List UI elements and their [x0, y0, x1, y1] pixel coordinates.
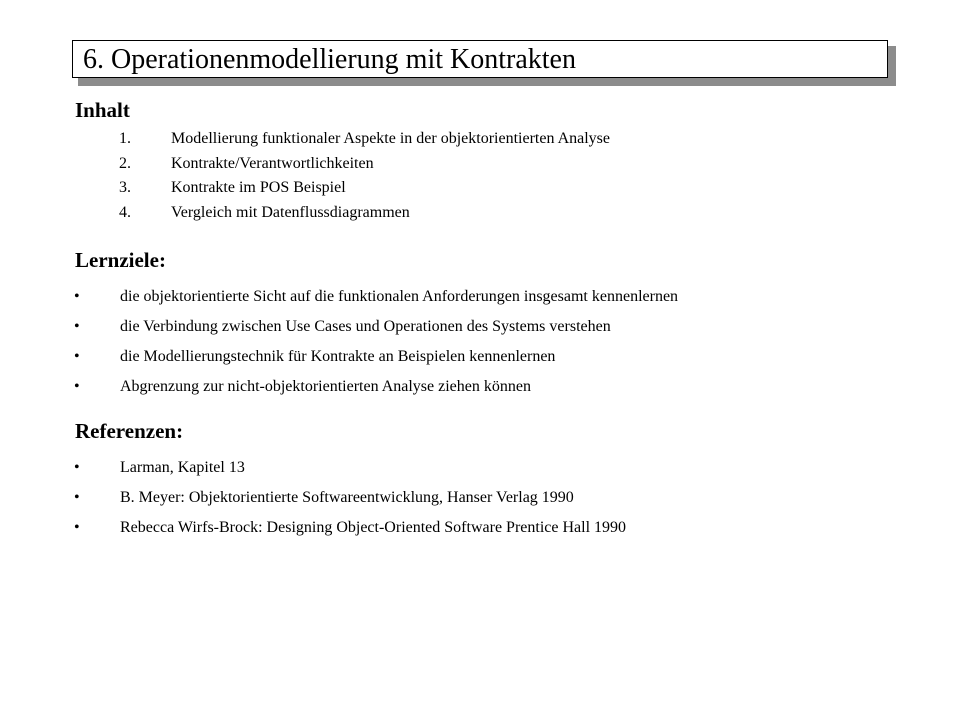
- referenzen-list: [74, 453, 626, 543]
- lernziele-list: [74, 282, 678, 402]
- bullet-icon: •: [74, 519, 80, 536]
- bullet-icon: •: [74, 489, 80, 506]
- list-item: [74, 513, 626, 543]
- list-item-text: die Verbindung zwischen Use Cases und Operationen des Systems verstehen: [120, 318, 611, 335]
- list-item: [119, 127, 610, 152]
- list-item-text: die Modellierungstechnik für Kontrakte an Beispielen kennenlernen: [120, 348, 556, 365]
- list-item: [74, 342, 678, 372]
- bullet-icon: •: [74, 378, 80, 395]
- bullet-icon: •: [74, 459, 80, 476]
- list-item: [74, 453, 626, 483]
- list-item-text: Abgrenzung zur nicht-objektorientierten Analyse ziehen können: [120, 378, 531, 395]
- referenzen-heading: Referenzen:: [75, 419, 184, 443]
- list-item-text: Kontrakte/Verantwortlichkeiten: [171, 154, 374, 172]
- list-item-text: die objektorientierte Sicht auf die funktionalen Anforderungen insgesamt kennenlernen: [120, 288, 679, 305]
- list-item: [74, 312, 678, 342]
- list-item: [74, 282, 678, 312]
- list-item-text: Vergleich mit Datenflussdiagrammen: [171, 203, 410, 221]
- list-item: [119, 152, 610, 177]
- bullet-icon: •: [74, 288, 80, 305]
- title-box: [72, 40, 888, 78]
- list-item: [119, 176, 610, 201]
- list-number: 1.: [119, 130, 131, 147]
- list-number: 3.: [119, 179, 131, 196]
- list-number: 2.: [119, 154, 131, 172]
- list-item-text: B. Meyer: Objektorientierte Softwareentwicklung, Hanser Verlag 1990: [120, 489, 574, 506]
- list-item-text: Kontrakte im POS Beispiel: [171, 179, 346, 196]
- list-item-text: Modellierung funktionaler Aspekte in der objektorientierten Analyse: [171, 130, 610, 147]
- inhalt-heading: Inhalt: [75, 98, 130, 122]
- list-number: 4.: [119, 203, 131, 221]
- bullet-icon: •: [74, 348, 80, 365]
- list-item: [119, 201, 610, 226]
- list-item: [74, 372, 678, 402]
- slide-title: 6. Operationenmodellierung mit Kontrakten: [83, 44, 576, 75]
- list-item-text: Larman, Kapitel 13: [120, 459, 245, 476]
- inhalt-list: [119, 127, 610, 225]
- bullet-icon: •: [74, 318, 80, 335]
- list-item-text: Rebecca Wirfs-Brock: Designing Object-Oriented Software Prentice Hall 1990: [120, 519, 627, 536]
- list-item: [74, 483, 626, 513]
- lernziele-heading: Lernziele:: [75, 248, 166, 272]
